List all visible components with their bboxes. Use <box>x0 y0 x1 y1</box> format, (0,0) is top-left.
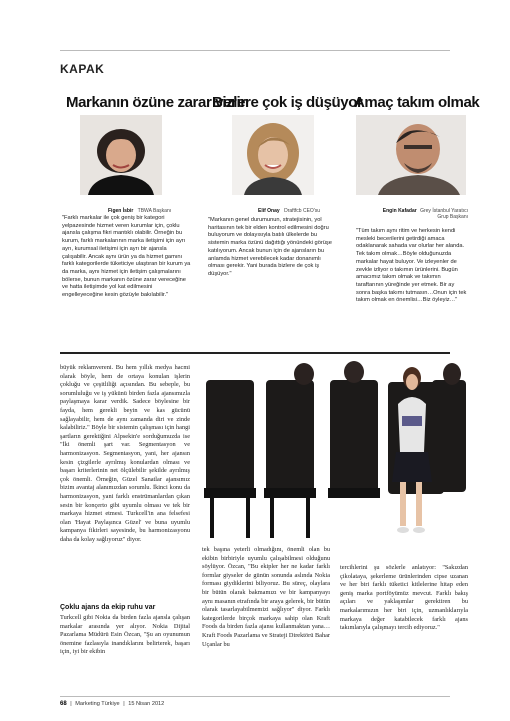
portrait-photo-2 <box>232 115 314 195</box>
article-column-1 <box>60 364 190 544</box>
section-label: KAPAK <box>60 62 105 76</box>
section-divider <box>60 352 450 354</box>
article-subheading: Çoklu ajans da ekip ruhu var <box>60 604 156 611</box>
quote-3: "Tüm takım aynı ritim ve herkesin kendi mesleki becerilerini getirdiği amaca odaklanarak sahada var olurlar her alanda. Tek takım olmak…Böyle olduğunuzda markalar hayat buluyor. Ve izleyenler de zevkle izliyor o takımın ürünlerini. Bugün amacımız takım olmak ve takımın taraftarının yüreğinde yer etmek. Bir ay sonra başka takımı tutmasın…Onun için tek takım olmak en önemlisi…Biz öyleyiz…" <box>356 228 467 304</box>
footer-rule <box>60 696 450 697</box>
article-column-1b <box>60 614 190 657</box>
article-paragraph: Turkcell gibi Nokia da birden fazla ajansla çalışan markalar arasında yer alıyor. Nokia Dijital Pazarlama Müdürü Esin Özcan, "Şu an oyunumun önemine fazlasıyla inandıklarını belirterek, başarı için, iyi bir ekibin <box>60 614 190 656</box>
chairs-photo <box>202 360 468 542</box>
quote-2: "Markanın genel durumunun, stratejisinin, yol haritasının tek bir elden kontrol edilmesini doğru buluyorum ve dolayısıyla batılı ülkelerde bu sistemin marka özünü dağıttığı yönündeki görüşe katılıyorum. Ancak bunun için de ajansların bu anlamda hizmet verebilecek kadar donanımlı olması gerekir. Yani burada bizlere de çok iş düşüyor." <box>208 217 332 277</box>
column-1-title: Markanın özüne zarar verir <box>66 94 246 111</box>
top-rule <box>60 50 450 51</box>
page-number: 68 <box>60 701 67 707</box>
portrait-photo-3 <box>356 115 466 195</box>
person-name-3: Engin Kafadar <box>382 208 417 214</box>
magazine-name: Marketing Türkiye <box>75 701 120 707</box>
quote-1: "Farklı markalar ile çok geniş bir kategori yelpazesinde hizmet veren kurumlar için, çoklu ajansla çalışma fikri mantıklı olabilir. Örneğin bu kurum, farklı markalarının marka iletişimi için ayrı ayrı, kurumsal iletişimi için ayrı bir ajansla çalışabilir. Ancak aynı ürün ya da hizmet gamını farklı kategorilerde tüketiciye ulaştıran bir kurum ya da marka, aynı hizmet için iletişim çalışmalarını bölerse, bunun markanın özüne zarar vereceğine ve hatta iletişimde yol kat edilmesini engelleyeceğine kesin gözüyle bakılabilir." <box>62 215 191 299</box>
article-column-3 <box>340 564 468 633</box>
person-name-2: Elif Onay <box>258 208 280 214</box>
portrait-photo-1 <box>80 115 162 195</box>
article-paragraph: büyük reklamvereni. Bu hem yıllık medya hacmi olarak böyle, hem de ortaya konulan işlerin çokluğu ve çeşitliliği açısından. Bu sebeple, bu sorumluluğu ve iş yükünü birden fazla ajansımızla paylaşmaya karar verdik. Sadece böylesine bir fayda, hem gerekli beyin ve kas gücünü sağlayabilir, hem de aynı zamanda diri ve zinde kalabiliriz." Böyle bir sistemin çalışması için hangi şartların gerektiğini Alpsekin'e sorduğumuzda ise "İki önemli şart var. Segmentasyon ve harmonizasyon. Segmentasyon, yani, her ajansın kesin çizgilerle ayrılmış konulardan olması ve başarı kriterlerinin net ölçülebilir şekilde ayrılmış çok önemli. Örneğin, Güzel Sanatlar ajansımız bizim avantaj alanımızdan sorumlu. İkinci konu da harmonizasyon, yani farklı enstrümanlardan çıkan sesin bir konçerto gibi uyumlu olması ve tek bir markaya hizmet etmesi. Turkcell'in ana felsefesi olan 'Hayat Paylaşınca Güzel' ve buna uyumlu kampanya fikirleri sayesinde, bu harmonizasyonu daha da kolay sağlıyoruz" diyor. <box>60 364 190 543</box>
article-paragraph: tek başına yeterli olmadığını, önemli olan bu ekibin birbiriyle uyumlu çalışabilmesi olduğunu söylüyor. Özcan, "Bu ekipler her ne kadar farklı formlar giyseler de günün sonunda aslında Nokia forması giydiklerini biliyoruz. Bu süreç, olaylara bir bütün olarak bakmamızı ve bir kampanyayı aynı masanın etrafında bir araya gelerek, bir bütün olarak tasarlayabilmemizi sağlıyor" diyor. Farklı kategorilerde birçok markaya sahip olan Kraft Foods da birden fazla ajansı kullanmaktan yana… Kraft Foods Pazarlama ve Strateji Direktörü Bahar Uçanlar bu <box>202 546 330 648</box>
column-3-title: Amaç takım olmak <box>354 94 480 111</box>
person-role-1: TBWA Başkanı <box>137 208 172 214</box>
column-2-title: Bizlere çok iş düşüyor <box>212 94 363 111</box>
article-column-2 <box>202 546 330 649</box>
caption-2 <box>258 208 320 214</box>
person-name-1: Figen İsbir <box>108 208 134 214</box>
article-paragraph: tercihlerini şu sözlerle anlatıyor: "Sakızdan çikolataya, şekerleme ürünlerinden cipse uzanan ve her biri farklı tüketici kitlelerine hitap eden geniş marka portföyümüz mevcut. Farklı bakış açıları ve yaklaşımlar gerektiren bu markalarımızın her biri için, uzmanlıklarıyla markaya değer katabilecek farklı ajans takımlarıyla çalışmayı tercih ediyoruz." <box>340 564 468 632</box>
person-role-3: Grey İstanbul Yaratıcı Grup Başkanı <box>420 208 468 220</box>
caption-1 <box>108 208 171 214</box>
issue-date: 15 Nisan 2012 <box>128 701 165 707</box>
person-role-2: Draftfcb CEO'su <box>284 208 321 214</box>
footer: 68 | Marketing Türkiye | 15 Nisan 2012 <box>60 701 165 707</box>
caption-3 <box>372 208 468 220</box>
